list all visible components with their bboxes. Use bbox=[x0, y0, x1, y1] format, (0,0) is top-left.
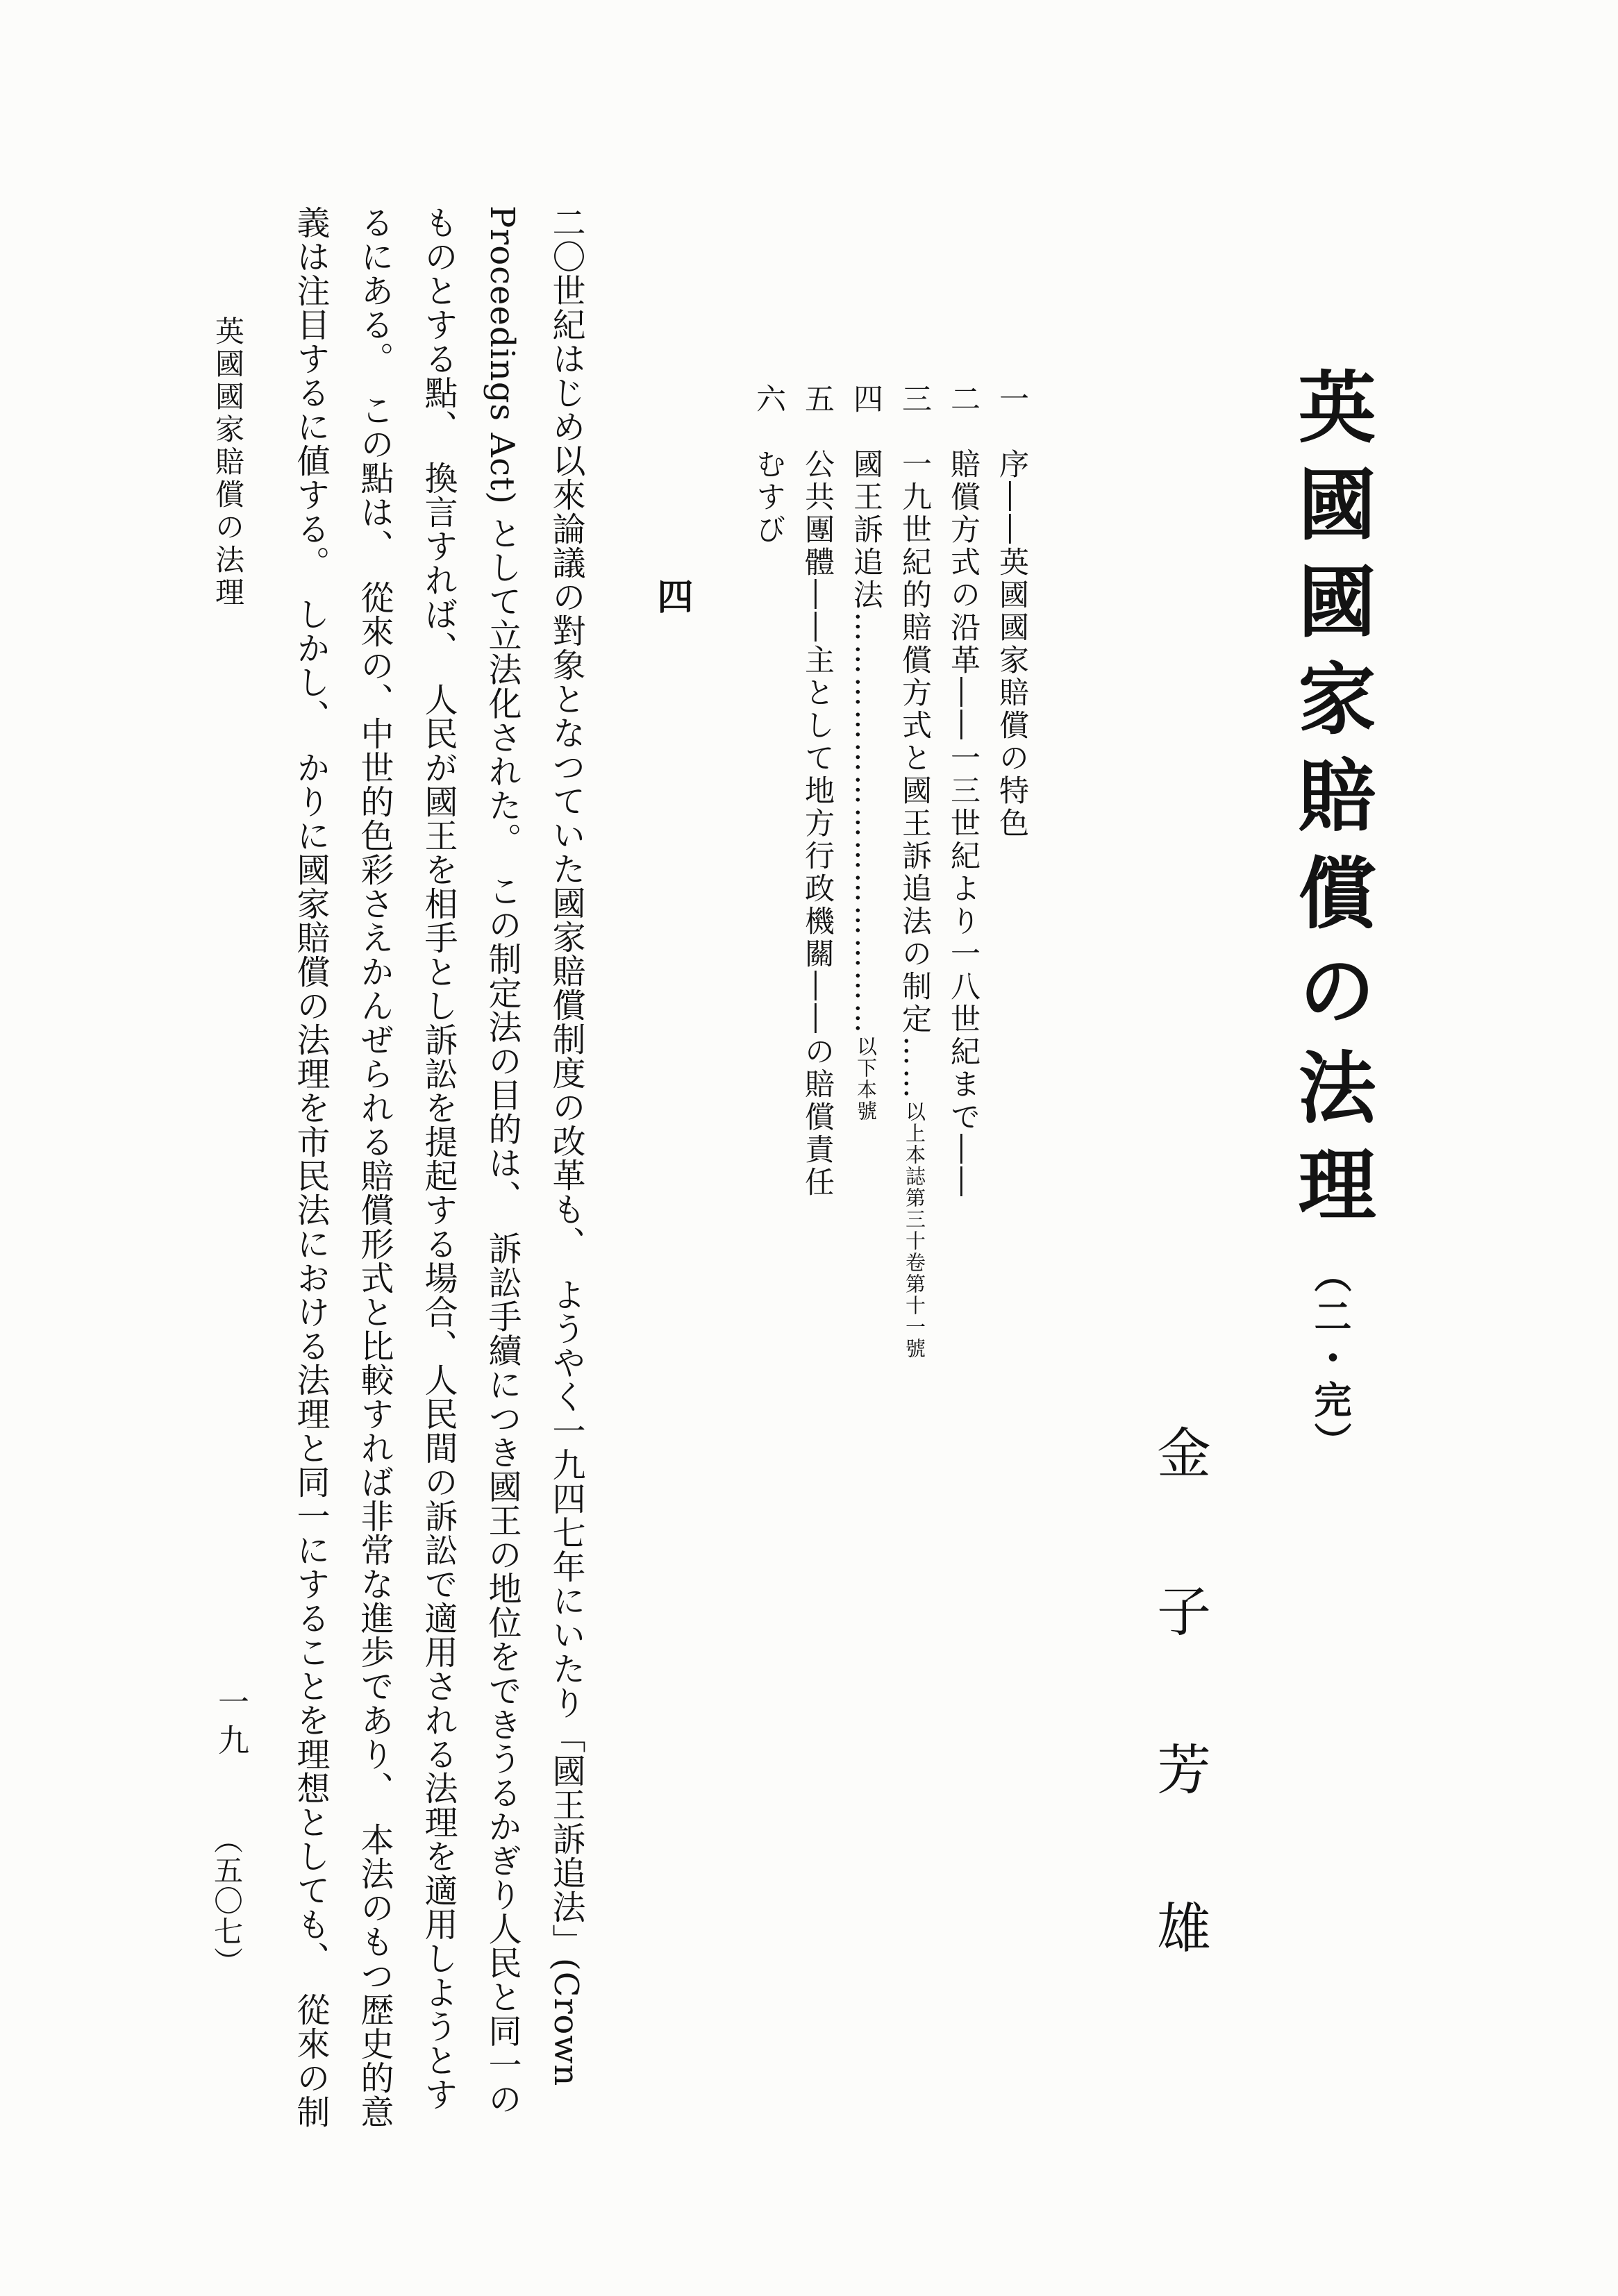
toc-item-6 bbox=[744, 383, 793, 1425]
toc-item-1-number: 一 bbox=[994, 383, 1029, 416]
body-column-3: ものとする點、 換言すれば、 人民が國王を相手とし訴訟を提起する場合、人民間の訴訟で適用される法理を適用しようとす bbox=[419, 206, 458, 2111]
toc-item-3-text: 一九世紀的賠償方式と國王訴追法の制定…… bbox=[897, 416, 932, 1101]
toc-item-3-number: 三 bbox=[897, 383, 932, 416]
body-column-1: 二〇世紀はじめ以來論議の對象となつていた國家賠償制度の改革も、 ようやく一九四七年にいたり「國王訴追法」(Crown bbox=[547, 206, 585, 2087]
toc-item-3 bbox=[890, 383, 939, 1425]
toc-item-4-number: 四 bbox=[849, 383, 883, 416]
toc-item-2 bbox=[939, 383, 987, 1425]
toc-item-5 bbox=[793, 383, 842, 1425]
toc-item-6-text: むすび bbox=[751, 416, 786, 546]
toc-item-3-note: 以上本誌第三十卷第十一號 bbox=[903, 1101, 926, 1359]
toc-item-5-text: 公共團體――主として地方行政機關――の賠償責任 bbox=[800, 416, 835, 1199]
article-title bbox=[1275, 367, 1387, 1464]
toc-item-2-text: 賠償方式の沿革――一三世紀より一八世紀まで―― bbox=[946, 416, 981, 1199]
toc-item-1-text: 序――英國國家賠償の特色 bbox=[994, 416, 1029, 840]
body-text bbox=[278, 206, 598, 2136]
toc-item-2-number: 二 bbox=[946, 383, 981, 416]
folio-number: （五〇七） bbox=[210, 1825, 244, 1977]
running-header: 英國國家賠償の法理 bbox=[211, 316, 245, 610]
toc-item-4 bbox=[842, 383, 890, 1425]
article-title-main: 英國國家賠償の法理 bbox=[1285, 367, 1376, 1241]
author-name: 金 子 芳 雄 bbox=[1148, 1425, 1210, 1979]
body-column-5: 義は注目するに値する。 しかし、 かりに國家賠償の法理を市民法における法理と同一にすることを理想としても、 從來の制 bbox=[291, 206, 330, 2129]
body-column-4: るにある。 この點は、 從來の、中世的色彩さえかんぜられる賠償形式と比較すれば非常な進歩であり、 本法のもつ歴史的意 bbox=[355, 206, 394, 2129]
table-of-contents bbox=[744, 383, 1036, 1425]
toc-item-6-number: 六 bbox=[751, 383, 786, 416]
section-marker: 四 bbox=[651, 578, 693, 614]
page-number: 一九 bbox=[212, 1686, 249, 1762]
toc-item-4-text: 國王訴追法………………………………… bbox=[849, 416, 883, 1036]
toc-item-1 bbox=[987, 383, 1036, 1425]
toc-item-4-note: 以下本號 bbox=[854, 1036, 878, 1122]
article-title-part-number: （二・完） bbox=[1308, 1255, 1353, 1464]
body-column-2: Proceedings Act) として立法化された。 この制定法の目的は、 訴訟手續につき國王の地位をできうるかぎり人民と同一の bbox=[483, 206, 522, 2116]
toc-item-5-number: 五 bbox=[800, 383, 835, 416]
